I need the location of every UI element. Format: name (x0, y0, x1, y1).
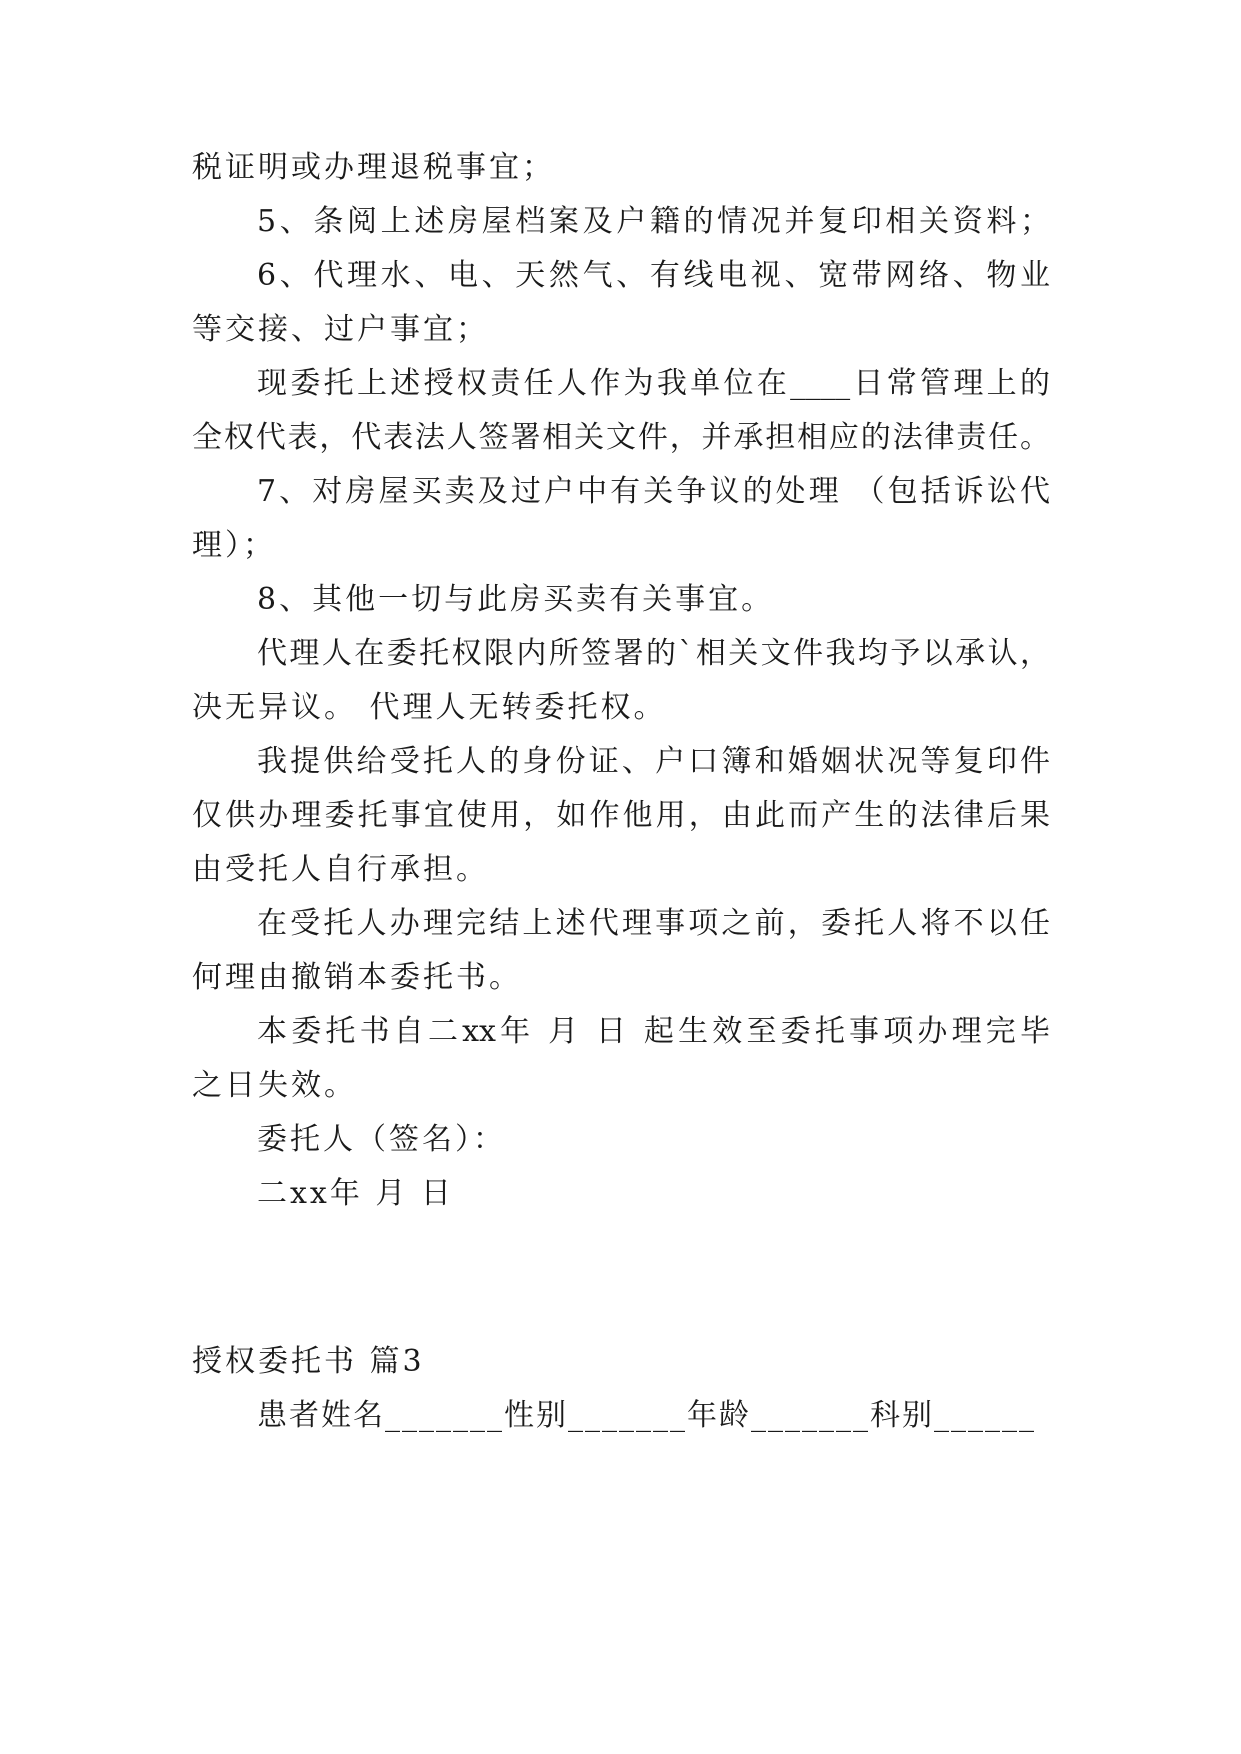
paragraph-line: 7、对房屋买卖及过户中有关争议的处理 （包括诉讼代 (257, 474, 1050, 509)
paragraph-line: 6、代理水、电、天然气、有线电视、宽带网络、物业 (257, 258, 1050, 293)
signature-label: 委托人（签名）： (257, 1122, 506, 1157)
paragraph-line: 全权代表，代表法人签署相关文件，并承担相应的法律责任。 (192, 420, 1050, 455)
form-fields-line: 患者姓名_______性别_______年龄_______科别______ (257, 1398, 1036, 1433)
paragraph-line: 决无异议。 代理人无转委托权。 (192, 690, 667, 725)
paragraph-line: 5、条阅上述房屋档案及户籍的情况并复印相关资料； (257, 204, 1050, 239)
paragraph-line: 8、其他一切与此房买卖有关事宜。 (257, 582, 775, 617)
paragraph-line: 等交接、过户事宜； (192, 312, 489, 347)
signature-date: 二xx年 月 日 (257, 1176, 454, 1211)
paragraph-line: 由受托人自行承担。 (192, 852, 489, 887)
paragraph-line: 我提供给受托人的身份证、户口簿和婚姻状况等复印件 (257, 744, 1050, 779)
paragraph-line: 仅供办理委托事宜使用，如作他用，由此而产生的法律后果 (192, 798, 1050, 833)
paragraph-line: 理）； (192, 528, 276, 563)
paragraph-line: 代理人在委托权限内所签署的`相关文件我均予以承认， (257, 636, 1050, 671)
paragraph-line: 税证明或办理退税事宜； (192, 150, 555, 185)
section-heading: 授权委托书 篇3 (192, 1344, 425, 1379)
paragraph-line: 在受托人办理完结上述代理事项之前，委托人将不以任 (257, 906, 1050, 941)
paragraph-line: 现委托上述授权责任人作为我单位在____日常管理上的 (257, 366, 1050, 401)
paragraph-line: 之日失效。 (192, 1068, 357, 1103)
paragraph-line: 本委托书自二xx年 月 日 起生效至委托事项办理完毕 (257, 1014, 1050, 1049)
paragraph-line: 何理由撤销本委托书。 (192, 960, 522, 995)
